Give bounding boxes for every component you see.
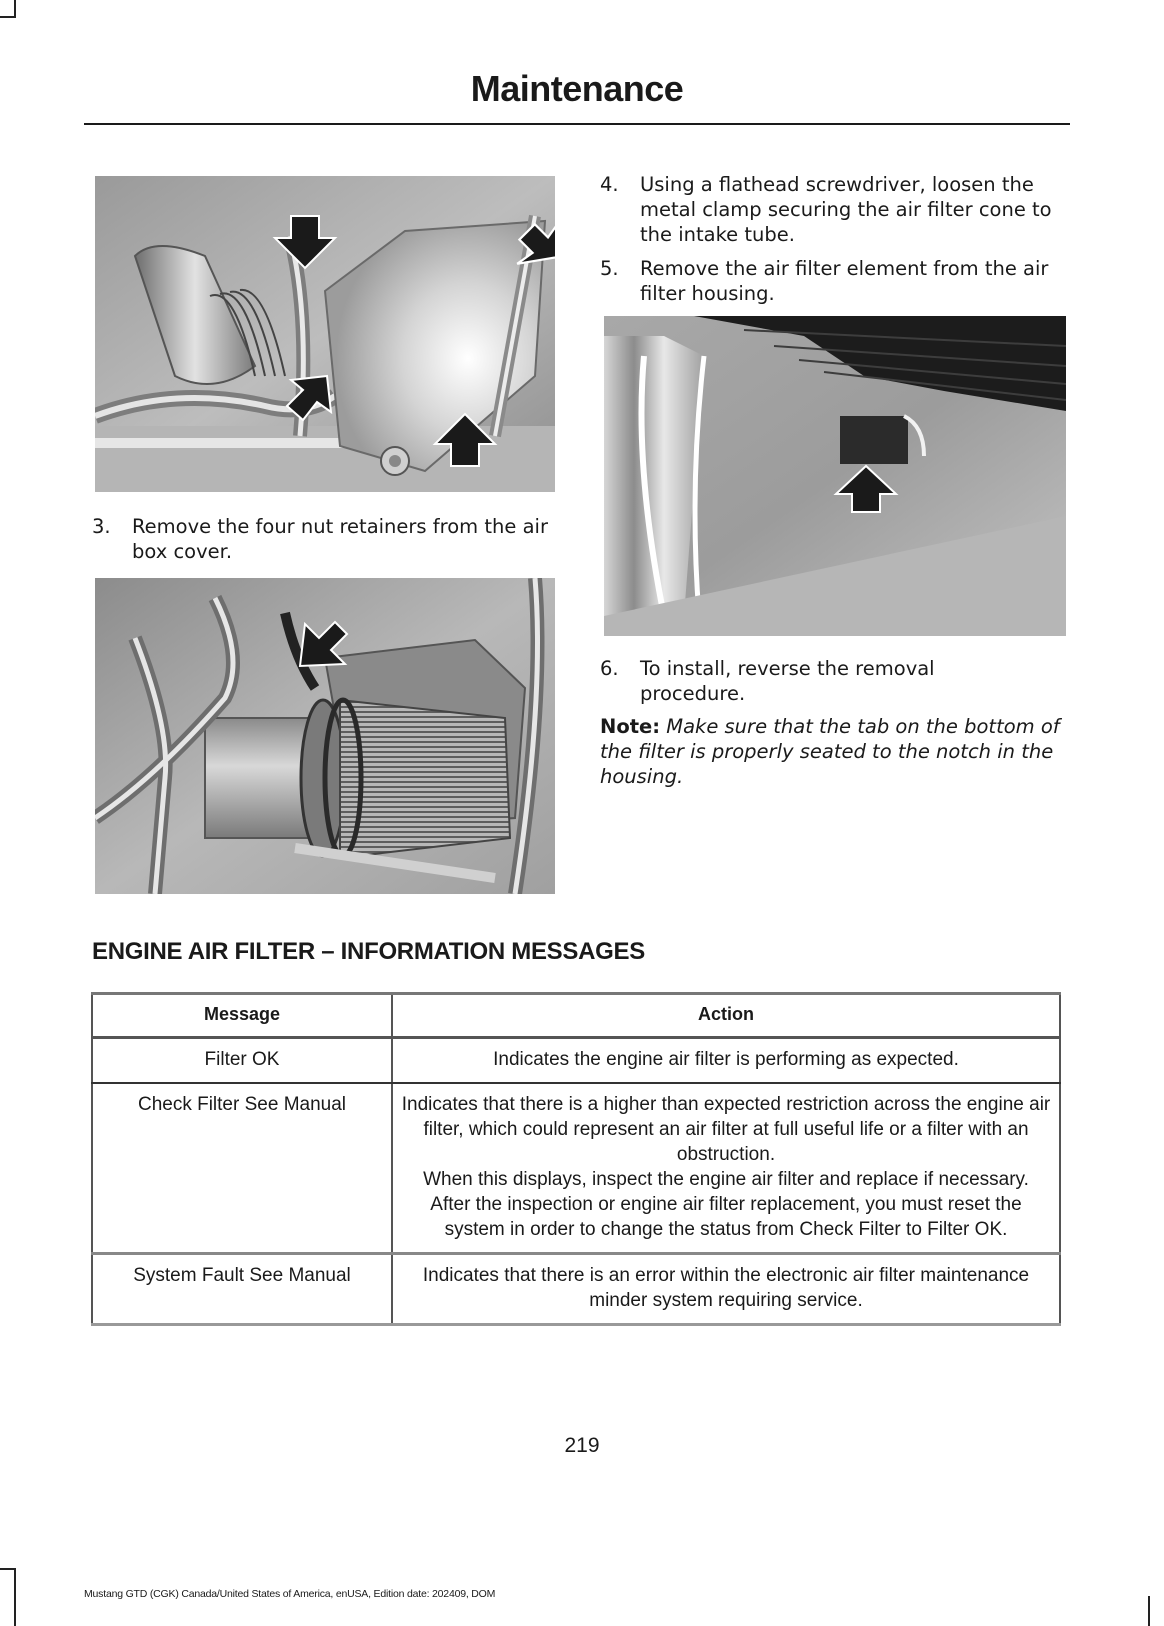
- note-text: Make sure that the tab on the bottom of the filter is properly seated to the notch in the housing.: [600, 715, 1060, 788]
- table-row: [92, 1254, 1060, 1325]
- step-text: Remove the air filter element from the air filter housing.: [640, 257, 1049, 305]
- header-rule: [84, 123, 1070, 125]
- air-filter-tab-notch-illustration: [604, 316, 1066, 636]
- page-header: [84, 66, 1070, 112]
- message-cell: System Fault See Manual: [92, 1254, 392, 1325]
- action-cell: [392, 1254, 1060, 1325]
- step-number: 3.: [92, 515, 111, 538]
- message-cell: Check Filter See Manual: [92, 1083, 392, 1254]
- footer-edition-info: Mustang GTD (CGK) Canada/United States of America, enUSA, Edition date: 202409, DOM: [84, 1588, 496, 1600]
- page-number: 219: [564, 1434, 600, 1457]
- action-text: Indicates that there is a higher than expected restriction across the engine air filter, which could represent an air filter at full useful life or a filter with an obstruction.: [401, 1094, 1051, 1165]
- page-title: Maintenance: [470, 68, 684, 109]
- crop-mark-top-left-h: [0, 16, 16, 18]
- step-4: [600, 172, 1070, 247]
- note-label: Note:: [600, 715, 661, 738]
- action-cell: [392, 1083, 1060, 1254]
- action-text: Indicates the engine air filter is performing as expected.: [493, 1049, 959, 1070]
- step-number: 4.: [600, 173, 619, 196]
- step-3: [92, 514, 562, 564]
- step-text: To install, reverse the removal procedure.: [640, 657, 935, 705]
- crop-mark-bottom-left-h: [0, 1568, 16, 1570]
- note: [600, 714, 1070, 789]
- step-text: Using a flathead screwdriver, loosen the metal clamp securing the air filter cone to the intake tube.: [640, 173, 1052, 246]
- column-header-action: Action: [392, 994, 1060, 1038]
- air-filter-cone-clamp-illustration: [95, 578, 555, 894]
- step-5: [600, 256, 1070, 306]
- air-box-cover-nut-retainers-illustration: [95, 176, 555, 492]
- information-messages-table: [91, 992, 1061, 1326]
- section-title: ENGINE AIR FILTER – INFORMATION MESSAGES: [92, 938, 645, 965]
- step-number: 6.: [600, 657, 619, 680]
- action-text: Indicates that there is an error within the electronic air filter maintenance minder system requiring service.: [422, 1265, 1030, 1311]
- table-header-row: [92, 994, 1060, 1038]
- action-text: After the inspection or engine air filter replacement, you must reset the system in order to change the status from Check Filter to Filter OK.: [430, 1194, 1022, 1240]
- crop-mark-bottom-right-v: [1148, 1596, 1150, 1626]
- step-text: Remove the four nut retainers from the air box cover.: [132, 515, 548, 563]
- column-header-message: Message: [92, 994, 392, 1038]
- crop-mark-bottom-left-v: [14, 1568, 16, 1626]
- action-text: When this displays, inspect the engine air filter and replace if necessary.: [423, 1169, 1029, 1190]
- message-cell: Filter OK: [92, 1038, 392, 1084]
- table-row: [92, 1083, 1060, 1254]
- step-number: 5.: [600, 257, 619, 280]
- table-row: [92, 1038, 1060, 1084]
- step-6: [600, 656, 1000, 706]
- action-cell: [392, 1038, 1060, 1084]
